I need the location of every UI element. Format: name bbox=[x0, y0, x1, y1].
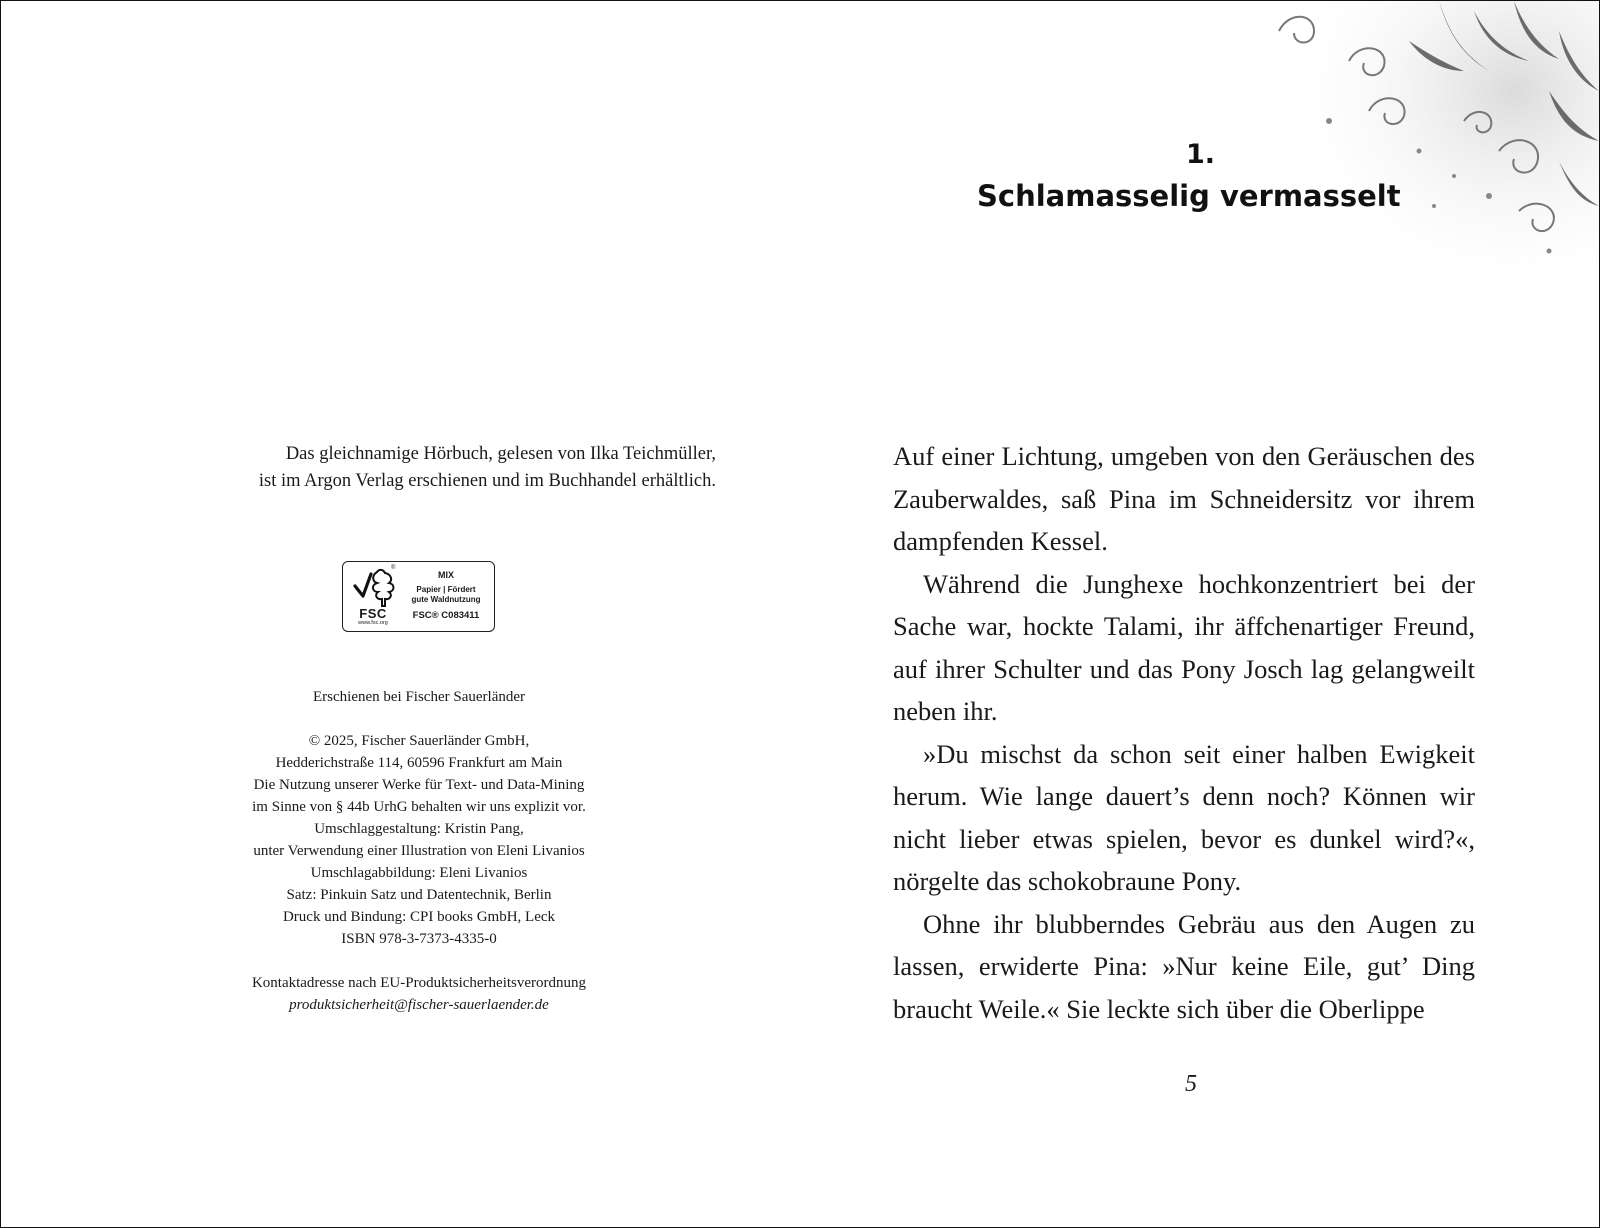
audiobook-line: ist im Argon Verlag erschienen und im Buchhandel erhältlich. bbox=[258, 471, 716, 491]
paragraph: Auf einer Lichtung, umgeben von den Geräuschen des Zauberwaldes, saß Pina im Schneidersitz vor ihrem dampfenden Kessel. bbox=[893, 441, 1475, 556]
story-text bbox=[893, 435, 1475, 1030]
paragraph: »Du mischst da schon seit einer halben Ewigkeit herum. Wie lange dauert’s denn noch? Können wir nicht lieber etwas spielen, bevor es dunkel wird?«, nörgelte das schokobraune Pony. bbox=[893, 738, 1475, 896]
fsc-mix: MIX bbox=[437, 570, 454, 580]
imprint-line: Hedderichstraße 114, 60596 Frankfurt am Main bbox=[275, 755, 563, 771]
contact-email: produktsicherheit@fischer-sauerlaender.de bbox=[289, 997, 549, 1013]
imprint-line: im Sinne von § 44b UrhG behalten wir uns explizit vor. bbox=[252, 799, 586, 815]
right-page bbox=[801, 1, 1599, 1227]
audiobook-line: Das gleichnamige Hörbuch, gelesen von Ilka Teichmüller, bbox=[285, 444, 716, 464]
fsc-code: FSC® C083411 bbox=[412, 610, 480, 621]
imprint-line: Umschlaggestaltung: Kristin Pang, bbox=[314, 821, 524, 837]
fsc-brand: FSC bbox=[359, 606, 387, 621]
paragraph: Während die Junghexe hochkonzentriert bei der Sache war, hockte Talami, ihr äffchenartiger Freund, auf ihrer Schulter und das Pony Josch lag gelangweilt neben ihr. bbox=[893, 568, 1475, 726]
imprint-line: © 2025, Fischer Sauerländer GmbH, bbox=[308, 733, 530, 749]
contact-label: Kontaktadresse nach EU-Produktsicherheitsverordnung bbox=[251, 975, 587, 991]
isbn: ISBN 978-3-7373-4335-0 bbox=[341, 931, 497, 947]
spacer bbox=[219, 950, 619, 972]
publisher-line: Erschienen bei Fischer Sauerländer bbox=[313, 689, 525, 705]
fsc-label bbox=[342, 561, 495, 632]
page-number: 5 bbox=[1185, 1071, 1197, 1097]
imprint-line: unter Verwendung einer Illustration von Eleni Livanios bbox=[253, 843, 585, 859]
imprint-line: Druck und Bindung: CPI books GmbH, Leck bbox=[282, 909, 556, 925]
fsc-website: www.fsc.org bbox=[358, 620, 388, 626]
paragraph: Ohne ihr blubberndes Gebräu aus den Augen zu lassen, erwiderte Pina: »Nur keine Eile, gut’ Ding braucht Weile.« Sie leckte sich über die Oberlippe bbox=[893, 908, 1475, 1024]
imprint-line: Satz: Pinkuin Satz und Datentechnik, Berlin bbox=[286, 887, 552, 903]
imprint bbox=[219, 686, 619, 1016]
fsc-registered-mark: ® bbox=[391, 565, 396, 571]
imprint-line: Umschlagabbildung: Eleni Livanios bbox=[310, 865, 528, 881]
fsc-line-2: gute Waldnutzung bbox=[411, 595, 481, 604]
chapter-number: 1. bbox=[1186, 139, 1216, 170]
left-page bbox=[1, 1, 801, 1227]
chapter-title: Schlamasselig vermasselt bbox=[977, 179, 1401, 213]
fsc-line-1: Papier | Fördert bbox=[416, 585, 476, 594]
fsc-text bbox=[401, 570, 491, 621]
imprint-line: Die Nutzung unserer Werke für Text- und Data-Mining bbox=[253, 777, 585, 793]
floral-decoration-icon bbox=[1259, 1, 1599, 301]
spacer bbox=[219, 708, 619, 730]
audiobook-note bbox=[121, 441, 716, 495]
